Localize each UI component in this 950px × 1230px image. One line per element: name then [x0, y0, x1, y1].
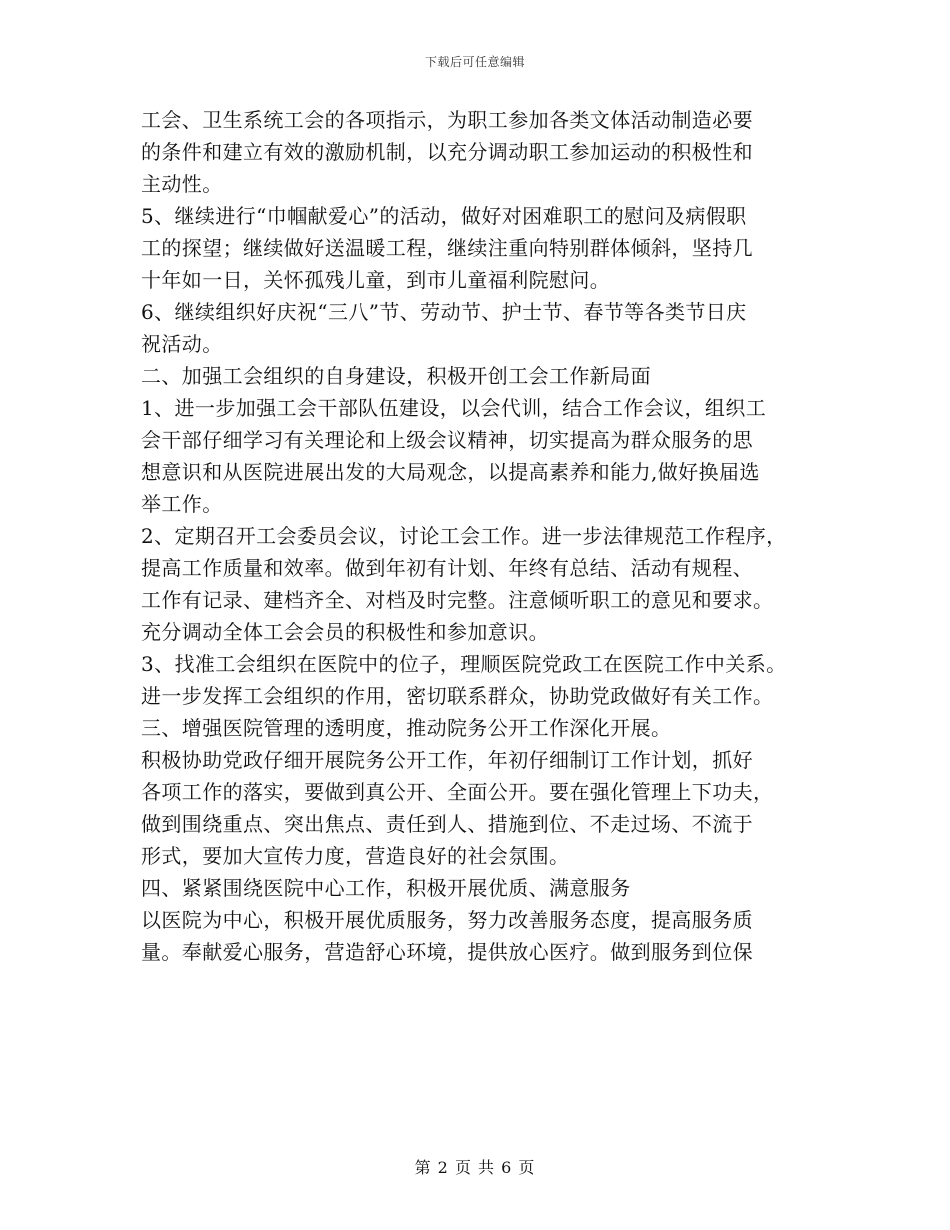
document-body: [141, 104, 831, 968]
text-line: 想意识和从医院进展出发的大局观念，以提高素养和能力,做好换届选: [141, 460, 760, 484]
text-line: 6、继续组织好庆祝“三八”节、劳动节、护士节、春节等各类节日庆: [141, 300, 747, 324]
text-line: 举工作。: [141, 492, 223, 516]
text-line: 1、进一步加强工会干部队伍建设，以会代训，结合工作会议，组织工: [141, 396, 767, 420]
text-line: 做到围绕重点、突出焦点、责任到人、措施到位、不走过场、不流于: [141, 812, 753, 836]
text-line: 3、找准工会组织在医院中的位子，理顺医院党政工在医院工作中关系。: [141, 652, 787, 676]
page-header: 下载后可任意编辑: [424, 55, 525, 69]
text-line: 5、继续进行“巾帼献爱心”的活动，做好对困难职工的慰问及病假职: [141, 204, 747, 228]
page-number: 第 2 页 共 6 页: [414, 1158, 536, 1177]
text-line: 形式，要加大宣传力度，营造良好的社会氛围。: [141, 844, 570, 868]
text-line: 的条件和建立有效的激励机制，以充分调动职工参加运动的积极性和: [141, 140, 753, 164]
section-heading: 二、加强工会组织的自身建设，积极开创工会工作新局面: [141, 364, 651, 388]
text-line: 各项工作的落实，要做到真公开、全面公开。要在强化管理上下功夫，: [141, 780, 774, 804]
text-line: 以医院为中心，积极开展优质服务，努力改善服务态度，提高服务质: [141, 908, 753, 932]
text-line: 工会、卫生系统工会的各项指示，为职工参加各类文体活动制造必要: [141, 108, 753, 132]
text-line: 进一步发挥工会组织的作用，密切联系群众，协助党政做好有关工作。: [141, 684, 774, 708]
text-line: 充分调动全体工会会员的积极性和参加意识。: [141, 620, 549, 644]
text-line: 十年如一日，关怀孤残儿童，到市儿童福利院慰问。: [141, 268, 611, 292]
text-line: 2、定期召开工会委员会议，讨论工会工作。进一步法律规范工作程序，: [141, 524, 787, 548]
text-line: 积极协助党政仔细开展院务公开工作，年初仔细制订工作计划，抓好: [141, 748, 753, 772]
text-line: 量。奉献爱心服务，营造舒心环境，提供放心医疗。做到服务到位保: [141, 940, 753, 964]
text-line: 会干部仔细学习有关理论和上级会议精神，切实提高为群众服务的思: [141, 428, 753, 452]
section-heading: 四、紧紧围绕医院中心工作，积极开展优质、满意服务: [141, 876, 631, 900]
text-line: 主动性。: [141, 172, 223, 196]
text-line: 工的探望；继续做好送温暖工程，继续注重向特别群体倾斜，坚持几: [141, 236, 753, 260]
section-heading: 三、增强医院管理的透明度，推动院务公开工作深化开展。: [141, 716, 672, 740]
text-line: 工作有记录、建档齐全、对档及时完整。注意倾听职工的意见和要求。: [141, 588, 774, 612]
text-line: 提高工作质量和效率。做到年初有计划、年终有总结、活动有规程、: [141, 556, 753, 580]
text-line: 祝活动。: [141, 332, 223, 356]
